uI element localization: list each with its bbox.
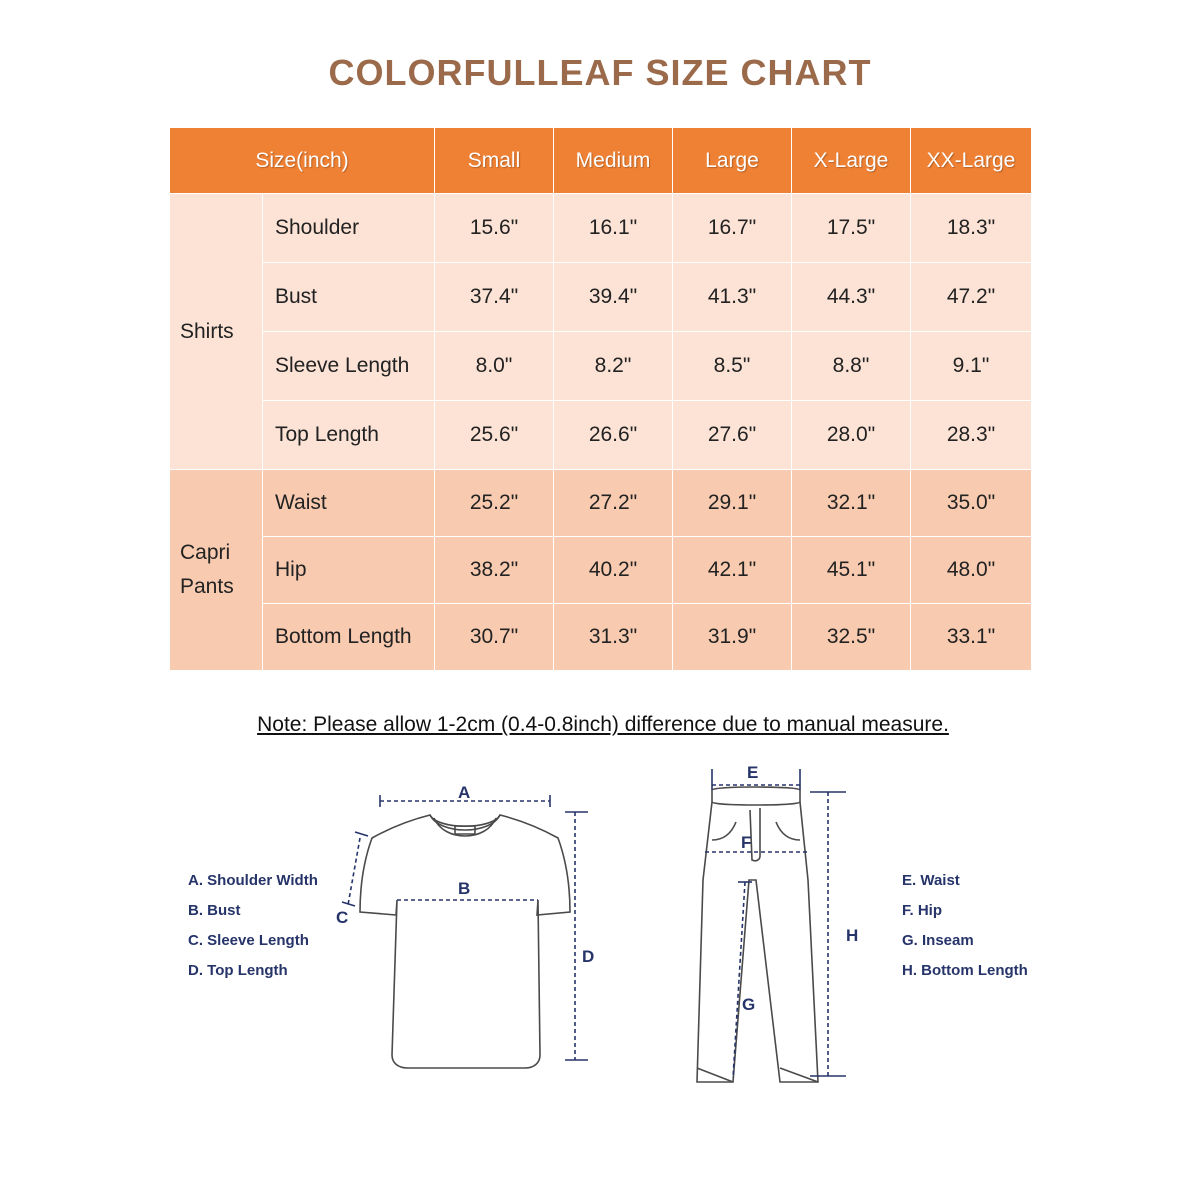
table-row bbox=[170, 604, 1032, 671]
table-row bbox=[170, 470, 1032, 537]
table-row bbox=[170, 194, 1032, 263]
header-size-xxlarge: XX-Large bbox=[911, 128, 1032, 194]
pants-measure-lines bbox=[705, 785, 828, 1078]
pants-icon bbox=[697, 787, 818, 1082]
legend-item-waist: E. Waist bbox=[902, 872, 960, 889]
group-capri-pants bbox=[170, 470, 263, 671]
legend-item-bottom-length: H. Bottom Length bbox=[902, 962, 1028, 979]
table-cell: 32.1" bbox=[792, 470, 911, 537]
table-cell: 47.2" bbox=[911, 263, 1032, 332]
table-cell: 38.2" bbox=[435, 537, 554, 604]
pants-measure-ticks bbox=[712, 769, 846, 1076]
table-cell: 15.6" bbox=[435, 194, 554, 263]
row-label: Sleeve Length bbox=[263, 332, 435, 401]
legend-item-inseam: G. Inseam bbox=[902, 932, 974, 949]
table-header-row bbox=[170, 128, 1032, 194]
table-cell: 39.4" bbox=[554, 263, 673, 332]
label-e: E bbox=[747, 763, 759, 782]
group-shirts: Shirts bbox=[170, 194, 263, 470]
table-row bbox=[170, 332, 1032, 401]
group-name-line1: Capri bbox=[180, 541, 231, 564]
row-label: Top Length bbox=[263, 401, 435, 470]
header-size-label: Size(inch) bbox=[170, 128, 435, 194]
row-label: Shoulder bbox=[263, 194, 435, 263]
table-cell: 37.4" bbox=[435, 263, 554, 332]
table-cell: 42.1" bbox=[673, 537, 792, 604]
shirt-measure-lines bbox=[348, 801, 575, 1060]
table-cell: 33.1" bbox=[911, 604, 1032, 671]
table-row bbox=[170, 401, 1032, 470]
table-cell: 16.7" bbox=[673, 194, 792, 263]
table-cell: 30.7" bbox=[435, 604, 554, 671]
table-cell: 26.6" bbox=[554, 401, 673, 470]
label-d: D bbox=[582, 947, 595, 966]
table-cell: 27.6" bbox=[673, 401, 792, 470]
table-cell: 28.0" bbox=[792, 401, 911, 470]
table-cell: 8.0" bbox=[435, 332, 554, 401]
header-size-medium: Medium bbox=[554, 128, 673, 194]
tshirt-icon bbox=[360, 815, 570, 1068]
table-cell: 35.0" bbox=[911, 470, 1032, 537]
table-cell: 25.2" bbox=[435, 470, 554, 537]
legend-item-hip: F. Hip bbox=[902, 902, 942, 919]
table-cell: 41.3" bbox=[673, 263, 792, 332]
table-cell: 18.3" bbox=[911, 194, 1032, 263]
legend-item-bust: B. Bust bbox=[188, 902, 241, 919]
page-title: COLORFULLEAF SIZE CHART bbox=[328, 52, 872, 93]
table-cell: 25.6" bbox=[435, 401, 554, 470]
size-table bbox=[169, 127, 1032, 671]
label-a: A bbox=[458, 783, 471, 802]
table-cell: 29.1" bbox=[673, 470, 792, 537]
label-h: H bbox=[846, 926, 859, 945]
measurement-note: Note: Please allow 1-2cm (0.4-0.8inch) difference due to manual measure. bbox=[257, 713, 949, 736]
table-cell: 48.0" bbox=[911, 537, 1032, 604]
table-cell: 8.2" bbox=[554, 332, 673, 401]
label-c: C bbox=[336, 908, 349, 927]
table-cell: 31.3" bbox=[554, 604, 673, 671]
table-cell: 16.1" bbox=[554, 194, 673, 263]
table-row bbox=[170, 537, 1032, 604]
row-label: Hip bbox=[263, 537, 435, 604]
table-cell: 40.2" bbox=[554, 537, 673, 604]
row-label: Bottom Length bbox=[263, 604, 435, 671]
table-cell: 27.2" bbox=[554, 470, 673, 537]
legend-item-sleeve-length: C. Sleeve Length bbox=[188, 932, 309, 949]
legend-item-top-length: D. Top Length bbox=[188, 962, 288, 979]
table-row bbox=[170, 263, 1032, 332]
table-cell: 45.1" bbox=[792, 537, 911, 604]
table-cell: 9.1" bbox=[911, 332, 1032, 401]
table-cell: 17.5" bbox=[792, 194, 911, 263]
garment-diagrams bbox=[0, 750, 1200, 1100]
header-size-xlarge: X-Large bbox=[792, 128, 911, 194]
header-size-large: Large bbox=[673, 128, 792, 194]
label-b: B bbox=[458, 879, 471, 898]
label-f: F bbox=[741, 833, 752, 852]
header-size-small: Small bbox=[435, 128, 554, 194]
row-label: Bust bbox=[263, 263, 435, 332]
table-cell: 31.9" bbox=[673, 604, 792, 671]
label-g: G bbox=[742, 995, 756, 1014]
table-cell: 8.5" bbox=[673, 332, 792, 401]
legend-item-shoulder-width: A. Shoulder Width bbox=[188, 872, 318, 889]
table-cell: 8.8" bbox=[792, 332, 911, 401]
group-name-line2: Pants bbox=[180, 575, 234, 598]
table-cell: 44.3" bbox=[792, 263, 911, 332]
table-cell: 28.3" bbox=[911, 401, 1032, 470]
row-label: Waist bbox=[263, 470, 435, 537]
table-cell: 32.5" bbox=[792, 604, 911, 671]
